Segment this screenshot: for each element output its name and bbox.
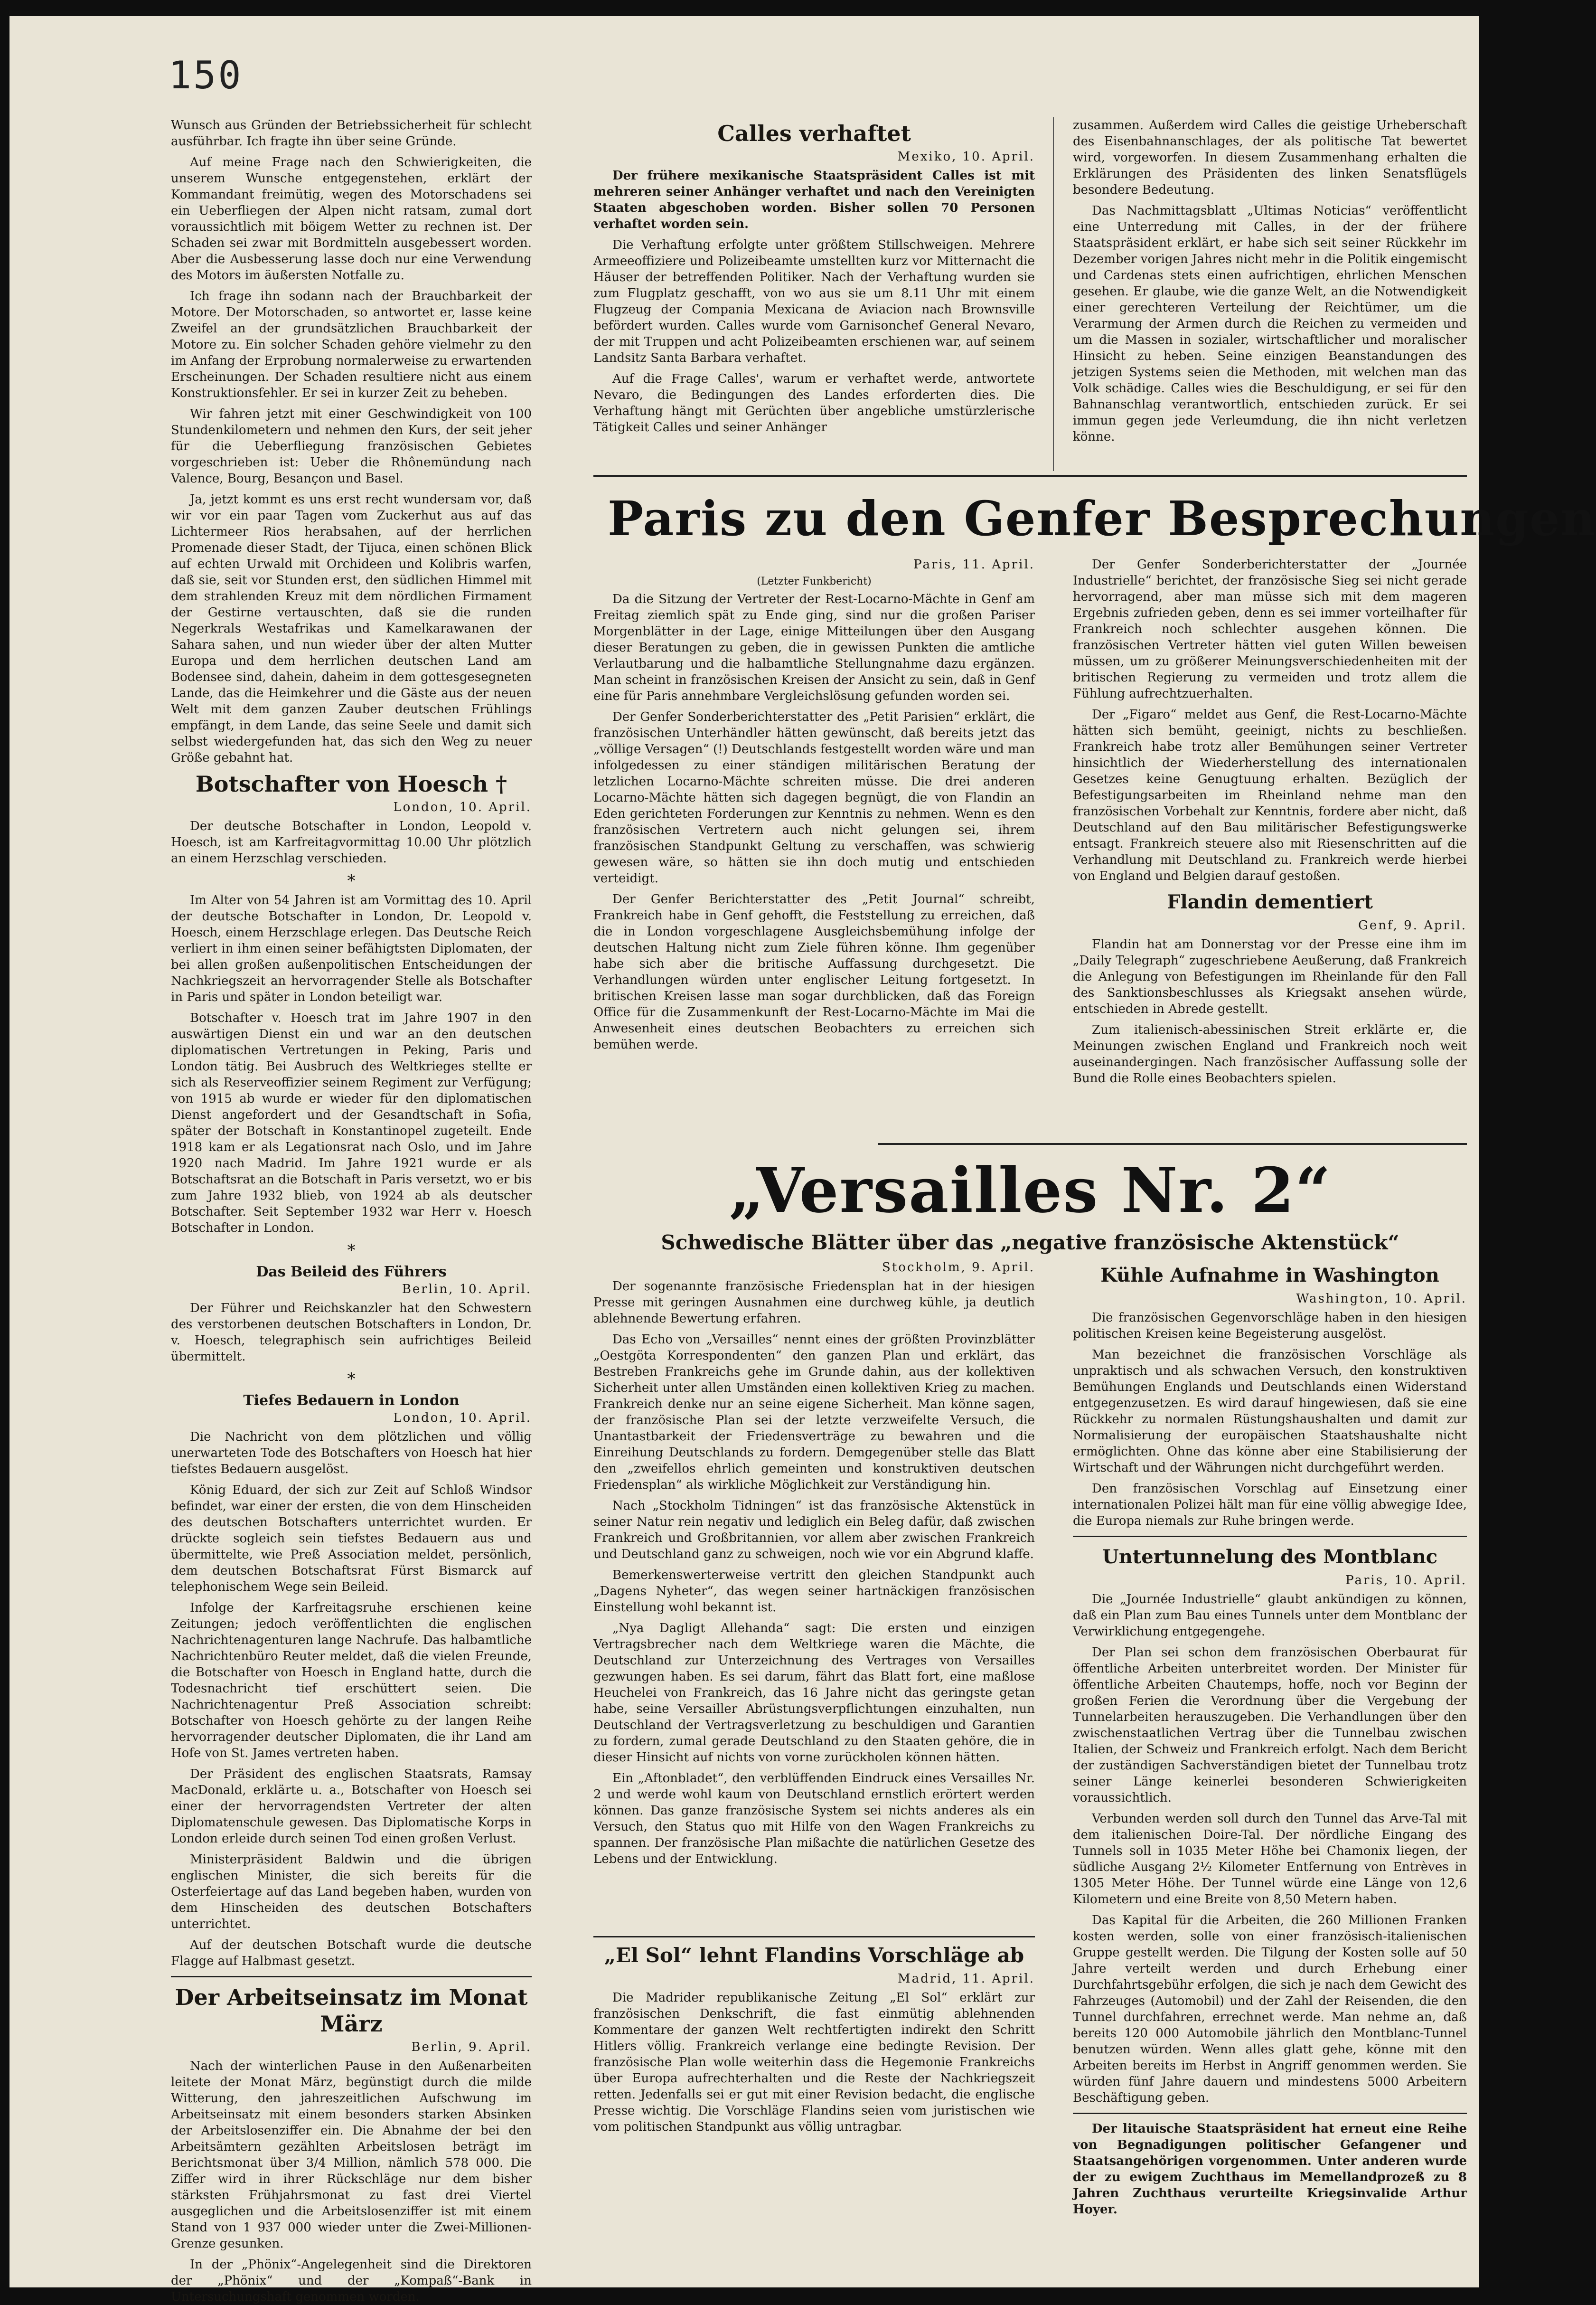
dateline: Berlin, 9. April. [411,2040,532,2054]
article-text: Flandin hat am Donnerstag vor der Presse eine ihm im „Daily Telegraph“ zugeschriebene Aeußerung, daß Frankreich die Anlegung von Befestigungen im Rheinlande für den Fall des Sanktionsbeschlusses als Kriegsakt ansehen würde, entschieden in Abrede gestellt. [1073,937,1467,1016]
article-text: Die „Journée Industrielle“ glaubt ankündigen zu können, daß ein Plan zum Bau eines Tunnels unter dem Montblanc der Verwirklichung entgegengehe. [1073,1592,1467,1639]
article-text: Da die Sitzung der Vertreter der Rest-Locarno-Mächte in Genf am Freitag ziemlich spät zu Ende ging, sind nur die großen Pariser Morgenblätter in der Lage, einige Mitteilungen über den Ausgang dieser Beratungen zu geben, die in gewissen Punkten die amtliche Verlautbarung und die halbamtliche Stellungnahme dazu ergänzen. Man scheint in französischen Kreisen der Ansicht zu sein, daß in Genf eine für Paris annehmbare Vergleichslösung gefunden worden sei. [593,592,1035,703]
headline-versailles: „Versailles Nr. 2“ [729,1154,1332,1227]
column-middle-paris [593,557,1035,1136]
article-text: Der sogenannte französische Friedensplan hat in der hiesigen Presse mit geringen Ausnahmen eine durchweg kühle, ja deutlich ablehnende Bewertung erfahren. [593,1279,1035,1326]
article-text: Das Kapital für die Arbeiten, die 260 Millionen Franken kosten werden, solle von einer französisch-italienischen Gruppe gestellt werden. Die Tilgung der Kosten solle auf 50 Jahre verteilt werden und durch Erhebung einer Durchfahrtsgebühr erfolgen, die sich je nach dem Gewicht des Fahrzeuges (Automobil) und der Zahl der Reisenden, die den Tunnel durchfahren, errechnet werde. Man nehme an, daß bereits 120 000 Automobile jährlich den Montblanc-Tunnel benutzen würden. Wenn alles glatt gehe, könne mit den Arbeiten bereits im Herbst in Angriff genommen werden. Sie würden fünf Jahre dauern und mindestens 5000 Arbeitern Beschäftigung geben. [1073,1913,1467,2105]
headline-arbeitseinsatz: Der Arbeitseinsatz im Monat März [175,1984,528,2037]
headline-paris: Paris zu den Genfer Besprechungen [608,491,1596,547]
article-text: Der Genfer Sonderberichterstatter der „Journée Industrielle“ berichtet, der französische Sieg sei nicht gerade hervorragend, aber man müsse sich mit dem mageren Ergebnis zufrieden geben, denn es sei immer vorteilhafter für Frankreich noch schlechter ausgehen können. Die französischen Vertreter hätten viel guten Willen beweisen müssen, um zu größerer Meinungsverschiedenheiten mit der britischen Regierung zu vermeiden und trotz allem die Fühlung aufrechtzuerhalten. [1073,557,1467,701]
article-text: Ministerpräsident Baldwin und die übrigen englischen Minister, die sich bereits für die Osterfeiertage auf das Land begeben haben, wurden von dem Hinscheiden des deutschen Botschafters unterrichtet. [171,1852,532,1931]
article-lead: Der frühere mexikanische Staatspräsident Calles ist mit mehreren seiner Anhänger verhaftet und nach den Vereinigten Staaten abgeschoben worden. Bisher sollen 70 Personen verhaftet worden sein. [593,169,1035,231]
divider [593,475,1467,477]
article-text: Verbunden werden soll durch den Tunnel das Arve-Tal mit dem italienischen Doire-Tal. Der nördliche Eingang des Tunnels soll in 1035 Meter Höhe bei Chamonix liegen, der südliche Ausgang 2½ Kilometer Entfernung von Entrèves in 1305 Meter Höhe. Der Tunnel würde eine Länge von 12,6 Kilometern und eine Breite von 8,50 Metern haben. [1073,1812,1467,1907]
dateline: Mexiko, 10. April. [897,150,1035,164]
headline-montblanc: Untertunnelung des Montblanc [1102,1546,1438,1568]
divider [1073,2113,1467,2114]
column-right-versailles [1073,1259,1467,2219]
dateline: London, 10. April. [393,800,532,814]
article-text: Infolge der Karfreitagsruhe erschienen keine Zeitungen; jedoch veröffentlichten die englischen Nachrichtenagenturen lange Nachrufe. Das halbamtliche Nachrichtenbüro Reuter meldet, daß die vielen Freunde, die Botschafter von Hoesch in England hatte, durch die Todesnachricht tief erschüttert seien. Die Nachrichtenagentur Preß Association schreibt: Botschafter von Hoesch gehörte zu der langen Reihe hervorragender deutscher Diplomaten, die ihr Land am Hofe von St. James vertreten haben. [171,1601,532,1760]
newspaper-page [9,10,1596,2304]
column-middle-versailles [593,1259,1035,1934]
article-text: Botschafter v. Hoesch trat im Jahre 1907 in den auswärtigen Dienst ein und war an den deutschen diplomatischen Vertretungen in Peking, Paris und London tätig. Bei Ausbruch des Weltkrieges stellte er sich als Reserveoffizier seinem Regiment zur Verfügung; von 1915 ab wurde er wieder für den diplomatischen Dienst angefordert und der Gesandtschaft in Sofia, später der Botschaft in Konstantinopel zugeteilt. Ende 1918 kam er als Legationsrat nach Oslo, und im Jahre 1920 nach Madrid. Im Jahre 1921 wurde er als Botschaftsrat an die Botschaft in Paris versetzt, wo er bis zum Jahre 1932 blieb, von 1924 ab als deutscher Botschafter. Seit September 1932 war Herr v. Hoesch Botschafter in London. [171,1011,532,1235]
page-number: 150 [169,53,243,97]
headline-calles: Calles verhaftet [717,121,911,146]
column-right-top [1073,117,1467,471]
article-text: Der Präsident des englischen Staatsrats, Ramsay MacDonald, erklärte u. a., Botschafter von Hoesch sei einer der hervorragendsten Vertreter der alten Diplomatenschule gewesen. Das Diplomatische Korps in London erleide durch seinen Tod einen großen Verlust. [171,1767,532,1846]
dateline: Berlin, 10. April. [402,1282,532,1296]
divider [593,1936,1035,1937]
article-text: Den französischen Vorschlag auf Einsetzung einer internationalen Polizei hält man für eine völlig abwegige Idee, die Europa niemals zur Ruhe bringen werde. [1073,1482,1467,1528]
article-text: Der Plan sei schon dem französischen Oberbaurat für öffentliche Arbeiten unterbreitet worden. Der Minister für öffentliche Arbeiten Chautemps, hoffe, noch vor Beginn der großen Ferien die Verordnung über die Vergebung der Tunnelarbeiten herauszugeben. Die Verhandlungen über den zwischenstaatlichen Vertrag über die Tunnelbau zwischen Italien, der Schweiz und Frankreich erfolgt. Nach dem Bericht der zuständigen Sachverständigen bietet der Tunnelbau trotz seiner Länge keinerlei besonderen Schwierigkeiten voraussichtlich. [1073,1645,1467,1805]
article-text: Der Genfer Berichterstatter des „Petit Journal“ schreibt, Frankreich habe in Genf gehofft, die Feststellung zu erreichen, daß die in London vorgeschlagene Ausgleichsbemühung infolge der deutschen Haltung nicht zum Ziele führen könne. Ihm gegenüber habe sich aber die britische Auffassung durchgesetzt. Die Verhandlungen würden unter englischer Leitung fortgesetzt. In britischen Kreisen lasse man sogar durchblicken, daß das Foreign Office für die Zusammenkunft der Rest-Locarno-Mächte im Mai die Anwesenheit eines deutschen Beobachters zu erreichen sich bemühen werde. [593,892,1035,1052]
article-text: Der Führer und Reichskanzler hat den Schwestern des verstorbenen deutschen Botschafters in London, Dr. v. Hoesch, telegraphisch sein aufrichtiges Beileid übermittelt. [171,1301,532,1364]
dateline: Genf, 9. April. [1358,918,1467,933]
article-text: Wir fahren jetzt mit einer Geschwindigkeit von 100 Stundenkilometern und nehmen den Kurs, der seit jeher für die Ueberfliegung französischen Gebietes vorgeschrieben ist: Ueber die Rhônemündung nach Valence, Bourg, Besançon und Basel. [171,407,532,486]
separator-asterisk: * [347,1241,356,1260]
article-text: Die Madrider republikanische Zeitung „El Sol“ erklärt zur französischen Denkschrift, die fast einmütig ablehnenden Kommentare der ganzen Welt rechtfertigten indirekt den Schritt Hitlers völlig. Frankreich verlange eine bedingte Revision. Der französische Plan wolle weiterhin dass die Hegemonie Frankreichs über Europa aufrechterhalten und die Reste der Nachkriegszeit retten. Jedenfalls sei er gut mit einer Revision bedacht, die englische Presse wichtig. Die Vorschläge Flandins seien vom juristischen wie vom politischen Standpunkt aus völlig untragbar. [593,1991,1035,2134]
dateline: Paris, 10. April. [1345,1573,1467,1587]
article-text: Die Nachricht von dem plötzlichen und völlig unerwarteten Tode des Botschafters von Hoesch hat hier tiefstes Bedauern ausgelöst. [171,1430,532,1476]
headline-elsol: „El Sol“ lehnt Flandins Vorschläge ab [604,1944,1024,1967]
article-text: Bemerkenswerterweise vertritt den gleichen Standpunkt auch „Dagens Nyheter“, das wegen seiner hartnäckigen französischen Einstellung wohl bekannt ist. [593,1568,1035,1615]
headline-flandin: Flandin dementiert [1167,891,1373,913]
column-left [171,117,532,2304]
article-text: Ein „Aftonbladet“, den verblüffenden Eindruck eines Versailles Nr. 2 und werde wohl kaum von Deutschland ernstlich erörtert werden können. Das ganze französische System sei nichts anderes als ein Versuch, den Status quo mit Hilfe von den Wagen Frankreichs zu spannen. Der französische Plan mißachte die natürlichen Gesetze des Lebens und der Entwicklung. [593,1771,1035,1866]
subheadline: Tiefes Bedauern in London [243,1392,460,1409]
article-text: Nach „Stockholm Tidningen“ ist das französische Aktenstück in seiner Natur rein negativ und lediglich ein Beleg dafür, daß zwischen Frankreich und Großbritannien, vor allem aber zwischen Frankreich und Deutschland ganz zu schweigen, noch wie vor ein Abgrund klaffe. [593,1499,1035,1561]
article-text: Im Alter von 54 Jahren ist am Vormittag des 10. April der deutsche Botschafter in London, Dr. Leopold v. Hoesch, einem Herzschlage erlegen. Das Deutsche Reich verliert in ihm einen seiner befähigtsten Diplomaten, der bei allen großen außenpolitischen Entscheidungen der Nachkriegszeit an hervorragender Stelle als Botschafter in Paris und später in London beteiligt war. [171,893,532,1004]
article-text: Der deutsche Botschafter in London, Leopold v. Hoesch, ist am Karfreitagvormittag 10.00 Uhr plötzlich an einem Herzschlag verschieden. [171,819,532,866]
article-text: Die Verhaftung erfolgte unter größtem Stillschweigen. Mehrere Armeeoffiziere und Polizeibeamte umstellten kurz vor Mitternacht die Häuser der betreffenden Politiker. Nach der Verhaftung wurden sie zum Flugplatz geschafft, von wo aus sie um 8.11 Uhr mit einem Flugzeug der Compania Mexicana de Aviacion nach Brownsville befördert wurden. Calles wurde vom Garnisonchef General Nevaro, der mit Truppen und acht Polizeibeamten erschienen war, auf seinem Landsitz Santa Barbara verhaftet. [593,238,1035,365]
article-text: Die französischen Gegenvorschläge haben in den hiesigen politischen Kreisen keine Begeisterung ausgelöst. [1073,1311,1467,1341]
separator-asterisk: * [347,1370,356,1389]
article-text: Das Nachmittagsblatt „Ultimas Noticias“ veröffentlicht eine Unterredung mit Calles, in der der frühere Staatspräsident erklärt, er habe sich seit seiner Rückkehr im Dezember vorigen Jahres nicht mehr in die Politik eingemischt und Cardenas stets einen aufrichtigen, ehrlichen Menschen gesehen. Er glaube, wie die ganze Welt, an die Notwendigkeit einer gerechteren Verteilung der Reichtümer, um die Verarmung der Armen durch die Reichen zu vermeiden und um die Massen in sozialer, wirtschaftlicher und moralischer Hinsicht zu heben. Seine einzigen Beanstandungen des jetzigen Systems seien die Methoden, mit welchen man das Volk schädige. Calles wies die Beschuldigung, er sei für den Bahnanschlag verantwortlich, entschieden zurück. Er sei immun gegen jede Verleumdung, die ihn nicht verletzen könne. [1073,204,1467,444]
headline-hoesch: Botschafter von Hoesch † [195,771,507,797]
subheadline: Das Beileid des Führers [256,1264,447,1280]
article-text: zusammen. Außerdem wird Calles die geistige Urheberschaft des Eisenbahnanschlages, der als politische Tat bewertet wird, vorgeworfen. In diesem Zusammenhang erhalten die Erklärungen des Präsidenten des linken Senatsflügels besondere Bedeutung. [1073,118,1467,197]
article-text: Man bezeichnet die französischen Vorschläge als unpraktisch und als schwachen Versuch, den konstruktiven Bemühungen Englands und Deutschlands einen Widerstand entgegenzusetzen. Es wird darauf hingewiesen, daß sie eine Rückkehr zu normalen Rüstungshaushalten und damit zur Normalisierung der europäischen Staatshaushalte nicht ermöglichten. Ohne das könne aber eine Stabilisierung der Wirtschaft und der Währungen nicht durchgeführt werden. [1073,1348,1467,1475]
dateline: Madrid, 11. April. [897,1972,1035,1986]
article-text: „Nya Dagligt Allehanda“ sagt: Die ersten und einzigen Vertragsbrecher nach dem Weltkriege waren die Mächte, die Deutschland zur Unterzeichnung des Vertrages von Versailles gezwungen haben. Es sei darum, fährt das Blatt fort, eine maßlose Heuchelei von Frankreich, das 16 Jahre nicht das geringste getan habe, seine Versailler Abrüstungsverpflichtungen einzuhalten, nun Deutschland der Vertragsverletzung zu beschuldigen und Garantien zu fordern, zumal gerade Deutschland zu den Staaten gehöre, die in dieser Hinsicht auf nichts von vorne zurückholen können hätten. [593,1621,1035,1765]
article-text: Ich frage ihn sodann nach der Brauchbarkeit der Motore. Der Motorschaden, so antwortet er, lasse keine Zweifel an der grundsätzlichen Brauchbarkeit der Motore zu. Ein solcher Schaden gehöre vielmehr zu den im Anfang der Erprobung normalerweise zu erwartenden Erscheinungen. Der Schaden resultiere nicht aus einem Konstruktionsfehler. Er sei in kurzer Zeit zu beheben. [171,289,532,400]
article-text: Nach der winterlichen Pause in den Außenarbeiten leitete der Monat März, begünstigt durch die milde Witterung, den jahreszeitlichen Aufschwung im Arbeitseinsatz mit einem besonders starken Absinken der Arbeitslosenziffer ein. Die Abnahme der bei den Arbeitsämtern gezählten Arbeitslosen beträgt im Berichtsmonat über 3/4 Million, nämlich 578 000. Die Ziffer wird in ihrer Rückschläge nur dem bisher stärksten Frühjahrsmonat zu fast drei Viertel ausgeglichen und die Arbeitslosenziffer ist mit einem Stand von 1 937 000 wieder unter die Zwei-Millionen-Grenze gesunken. [171,2059,532,2251]
divider [1073,1536,1467,1537]
article-text: Zum italienisch-abessinischen Streit erklärte er, die Meinungen zwischen England und Frankreich noch weit auseinandergingen. Nach französischer Auffassung solle der Bund die Rolle eines Beobachters spielen. [1073,1023,1467,1086]
article-text: König Eduard, der sich zur Zeit auf Schloß Windsor befindet, war einer der ersten, die von dem Hinscheiden des deutschen Botschafters unterrichtet wurden. Er drückte sogleich sein tiefstes Bedauern aus und übermittelte, wie Preß Association meldet, persönlich, dem deutschen Botschaftsrat Fürst Bismarck auf telephonischem Wege sein Beileid. [171,1483,532,1594]
headline-washington: Kühle Aufnahme in Washington [1100,1264,1439,1286]
article-text: In der „Phönix“-Angelegenheit sind die Direktoren der „Phönix“ und der „Kompaß“-Bank in Untersuchungshaft genommen worden. [171,2258,532,2304]
divider [878,1143,1467,1145]
dateline: Paris, 11. April. [913,557,1035,572]
dateline: Washington, 10. April. [1296,1292,1467,1306]
article-text: Wunsch aus Gründen der Betriebssicherheit für schlecht ausführbar. Ich fragte ihn über seine Gründe. [171,118,532,149]
article-text: Ja, jetzt kommt es uns erst recht wundersam vor, daß wir vor ein paar Tagen vom Zuckerhut aus auf das Lichtermeer Rios herabsahen, auf der herrlichen Promenade dieser Stadt, der Tijuca, einen schönen Blick auf echten Urwald mit Orchideen und Kolibris warfen, daß sie, seit vor Stunden erst, den südlichen Himmel mit dem strahlenden Kreuz mit dem nördlichen Firmament der Gestirne vertauschten, daß sie die runden Negerkrals Westafrikas und Kamelkarawanen der Sahara sahen, und nun wieder über der alten Mutter Europa und dem herrlichen deutschen Land am Bodensee sind, dahein, daheim in dem gottesgesegneten Lande, das die Heimkehrer und die Gäste aus der neuen Welt mit dem ganzen Zauber deutschen Frühlings empfängt, in dem Lande, das seine Seele und damit sich selbst wiedergefunden hat, das sich den Weg zu neuer Größe gebahnt hat. [171,492,532,765]
column-rule [1053,117,1054,471]
article-text: Der Genfer Sonderberichterstatter des „Petit Parisien“ erklärt, die französischen Unterhändler hätten gewünscht, daß bereits jetzt das „völlige Versagen“ (!) Deutschlands festgestellt worden wäre und man infolgedessen zu einer ständigen militärischen Beratung der letzlichen Locarno-Mächte schreiten müsse. Die drei anderen Locarno-Mächte hätten sich dagegen begnügt, die von Flandin an Eden gerichteten Forderungen zur Kenntnis zu nehmen. Wenn es den französischen Vertretern auch nicht gelungen sei, ihrem französischen Standpunkt Geltung zu verschaffen, was schwierig gewesen wäre, so hätten sie ihn doch mutig und entschieden verteidigt. [593,710,1035,886]
dateline: London, 10. April. [393,1411,532,1425]
article-text: Auf die Frage Calles', warum er verhaftet werde, antwortete Nevaro, die Bedingungen des Landes erforderten dies. Die Verhaftung hängt mit Gerüchten über angebliche umstürzlerische Tätigkeit Calles und seiner Anhänger [593,372,1035,435]
article-text: Auf der deutschen Botschaft wurde die deutsche Flagge auf Halbmast gesetzt. [171,1938,532,1968]
column-right-paris [1073,557,1467,1141]
dateline: Stockholm, 9. April. [882,1260,1035,1275]
divider [171,1976,532,1977]
top-border [9,10,1479,16]
article-text: Der „Figaro“ meldet aus Genf, die Rest-Locarno-Mächte hätten sich bemüht, geeinigt, nichts zu beschließen. Frankreich habe trotz aller Bemühungen seiner Vertreter hinsichtlich der Wiederherstellung des internationalen Gesetzes keine Genugtuung erhalten. Bezüglich der Befestigungsarbeiten im Rheinland nehme man den französischen Vorbehalt zur Kenntnis, fordere aber nicht, daß Deutschland auf den Bau militärischer Befestigungswerke entsagt. Frankreich steuere also mit Riesenschritten auf die Verhandlung mit Deutschland zu. Frankreich werde hierbei von England und Belgien darauf gestoßen. [1073,708,1467,883]
subheadline-versailles: Schwedische Blätter über das „negative französische Aktenstück“ [661,1231,1399,1254]
column-middle-top [593,117,1035,471]
article-text: Der litauische Staatspräsident hat erneut eine Reihe von Begnadigungen politischer Gefangener und Staatsangehörigen vorgenommen. Unter anderen wurde der zu ewigem Zuchthaus im Memellandprozeß zu 8 Jahren Zuchthaus verurteilte Kriegsinvalide Arthur Hoyer. [1073,2122,1467,2217]
column-middle-elsol [593,1936,1035,2221]
article-text: Das Echo von „Versailles“ nennt eines der größten Provinzblätter „Oestgöta Korrespondenten“ den ganzen Plan und erklärt, das Bestreben Frankreichs gehe im Grunde dahin, aus der kollektiven Sicherheit unter allen Umständen einen kollektiven Krieg zu machen. Frankreich denke nur an seine eigene Sicherheit. Man könne sagen, der französische Plan sei der letzte verzweifelte Versuch, die Unantastbarkeit der Friedensverträge zu bewahren und die Einreihung Deutschlands zu fordern. Demgegenüber stelle das Blatt den „zweifellos ehrlich gemeinten und konstruktiven deutschen Friedensplan“ als wirkliche Möglichkeit zur Verständigung hin. [593,1332,1035,1492]
article-text: Auf meine Frage nach den Schwierigkeiten, die unserem Wunsche entgegenstehen, erklärt der Kommandant freimütig, wegen des Motorschadens sei ein Ueberfliegen der Alpen nicht ratsam, zumal dort voraussichtlich mit böigem Wetter zu rechnen ist. Der Schaden sei zwar mit Bordmitteln ausgebessert worden. Aber die Ausbesserung lasse doch nur eine Verwendung des Motors im äußersten Notfalle zu. [171,155,532,283]
note: (Letzter Funkbericht) [757,576,872,587]
separator-asterisk: * [347,871,356,890]
